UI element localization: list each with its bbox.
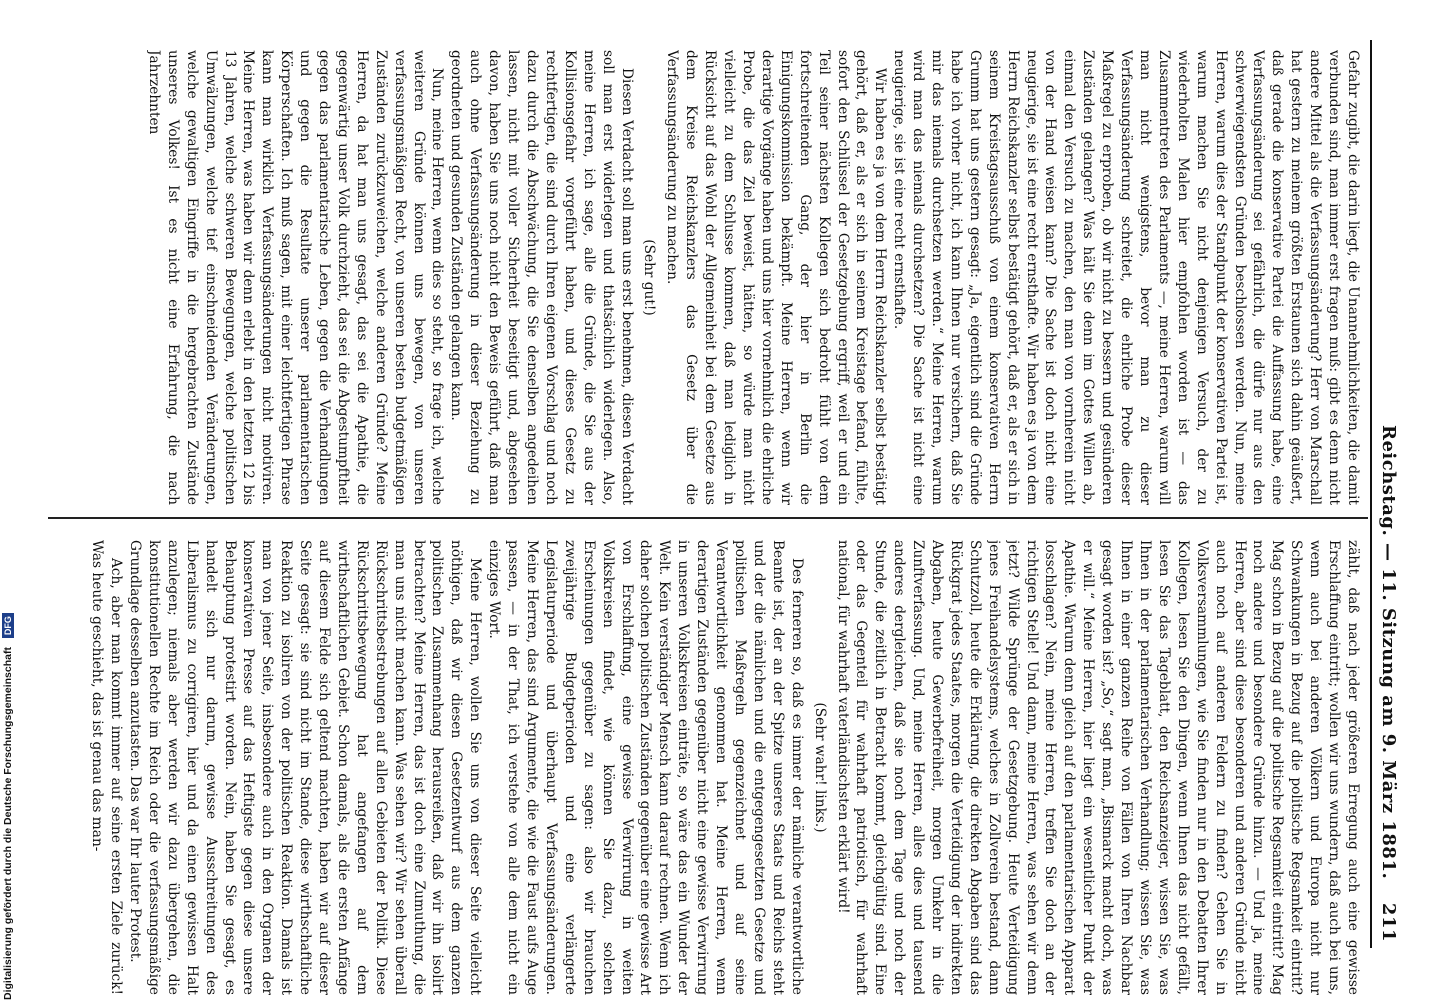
paragraph: Gefahr zugibt, die darin liegt, die Unannehmlichkeiten, die damit verbunden sind, man immer erst fragen muß: gibt es denn nicht andere Mittel als die Verfassungsänderung? Herr von Marschall hat gestern zu meinem größten Erstaunen sich dahin geäußert, daß gerade die konservative Partei die Auffassung habe, eine Verfassungsänderung sei gefährlich, die dürfe nur aus den schwerwiegendsten Gründen beschlossen werden. Nun, meine Herren, warum dies der Standpunkt der konservativen Partei ist, warum machen Sie nicht denjenigen Versuch, der zu wiederholten Malen hier empfohlen worden ist — das Zusammentreten des Parlaments —, meine Herren, warum will man nicht wenigstens, bevor man zu dieser Verfassungsänderung schreitet, die ehrliche Probe dieser Maßregel zu erproben, ob wir nicht zu bessern und gesünderen Zuständen gelangen? Was hält Sie denn im Gottes Willen ab, einmal den Versuch zu machen, den man von vornherein nicht von der Hand weisen kann? Die Sache ist doch nicht eine neugierige, sie ist eine recht ernsthafte. Wir haben es ja von dem Herrn Reichskanzler selbst bestätigt gehört, daß er, als er sich in seinem Kreistagsausschuß von einem konservativen Herrn Grumm hat uns gestern gesagt: „Ja, eigentlich sind die Gründe habe ich vorher nicht, ich kann Ihnen nur versichern, daß Sie mir das niemals durchsetzen werden.“ Meine Herren, warum wird man das niemals durchsetzen? Die Sache ist nicht eine neugierige, sie ist eine recht ernsthafte. (891, 50, 1361, 505)
right-text-column (52, 540, 1362, 995)
page-number: 211 (1378, 902, 1399, 942)
dfg-logo: DFG (2, 613, 14, 638)
paragraph: Nun, meine Herren, wenn dies so steht, so frage ich, welche weiteren Gründe können uns bewegen, von unseren verfassungsmäßigen Recht, von unseren besten budgetmäßigen Zuständen zurückzuweichen, welche anderen Gründe? Meine Herren, da hat man uns gesagt, das sei die Apathie, die gegenwärtig unser Volk durchzieht, das sei die Abgestumpftheit gegen das parlamentarische Leben, gegen die Verhandlungen und gegen die Resultate unserer parlamentarischen Körperschaften. Ich muß sagen, mit einer leichtfertigen Phrase kann man wirklich Verfassungsänderungen nicht motiviren. Meine Herren, was haben wir denn erlebt in den letzten 12 bis 13 Jahren, welche schweren Bewegungen, welche politischen Umwälzungen, welche tief einschneidenden Veränderungen, welche gewaltigen Eingriffe in die hergebrachten Zustände unseres Volkes! Ist es nicht eine Erfahrung, die nach Jahrzehnten (145, 50, 446, 505)
running-title: Reichstag. — 11. Sitzung am 9. März 1881. (1378, 425, 1399, 880)
paragraph: zählt, daß nach jeder größeren Erregung auch eine gewisse Erschlaffung eintritt; wollen wir uns wundern, daß auch bei uns, wenn auch bei anderen Völkern und Europa nicht nur Schwankungen in Bezug auf die politische Regsamkeit eintritt? Mag schon in Bezug auf die politische Regsamkeit eintritt? Mag noch andere und besondere Gründe hinzu. — Und ja, meine Herren, aber sind diese besonderen und anderen Gründe nicht auch noch auf anderen Feldern zu finden? Gehen Sie in Volksversammlungen, wie Sie finden nur in den Debatten Ihrer Kollegen, lesen Sie den Dingen, wenn Ihnen das nicht gefällt, lesen Sie das Tageblatt, den Reichsanzeiger, wissen Sie, was Ihnen in der parlamentarischen Verhandlung; wissen Sie, was Ihnen in einer ganzen Reihe von Fällen von Ihren Nachbar gesagt worden ist? „So,“ sagt man, „Bismarck macht doch, was er will.“ Meine Herren, hier liegt ein wesentlicher Punkt der Apathie. Warum denn gleich auf den parlamentarischen Apparat losschlagen? Nein, meine Herren, treffen Sie doch an der richtigen Stelle! Und dann, meine Herren, was sehen wir denn jetzt? Wilde Sprünge der Gesetzgebung. Heute Verteidigung jenes Freihandelsystems, welches in Zollverein bestand, dann Schutzzoll, heute die Erklärung, die direkten Abgaben sind das Rückgrat jedes Staates, morgen die Verteidigung der indirekten Abgaben, heute Gewerbefreiheit, morgen Umkehr in die Zunftverfassung. Und, meine Herren, alles dies und tausend anderes dergleichen, daß sie noch dem Tage und noch der Stunde, die zeitlich in Betracht kommt, gleichgültig sind. Eine oder das Gegenteil für wahrhaft patriotisch, für wahrhaft national, für wahrhaft vaterländischsten erklärt wird! (834, 540, 1361, 995)
left-text-column (52, 50, 1362, 505)
column-divider (48, 517, 1368, 519)
paragraph: Ach, aber man kommt immer auf seine ersten Ziele zurück! Was heute geschieht, das ist genau das man- (89, 540, 125, 995)
paragraph: Meine Herren, wollen Sie uns von dieser Seite vielleicht nöthigen, daß wir diesen Gesetzentwurf aus dem ganzen politischen Zusammenhang herausreißen, daß wir ihn isolirt betrachten? Meine Herren, das ist doch eine Zumuthung, die man uns nicht machen kann. Was sehen wir? Wir sehen überall Rückschrittsbestrebungen auf allen Gebieten der Politik. Diese Rückschrittsbewegung hat angefangen auf dem wirthschaftlichen Gebiet. Schon damals, als die ersten Anfänge auf diesem Felde sich geltend machten, haben wir auf dieser Seite gesagt: sie sind nicht im Stande, diese wirthschaftliche Reaktion zu isoliren von der politischen Reaktion. Damals ist man von jener Seite, insbesondere auch in den Organen der konservativen Presse auf das Heftigste gegen diese unsere Behauptung protestirt worden. Nein, haben Sie gesagt, es handelt sich nur darum, gewisse Ausschreitungen des Liberalismus zu corrigiren, hier und da einen gewissen Halt anzulegen; niemals aber werden wir dazu übergehen, die konstitutionellen Rechte im Reich oder die verfassungsmäßige Grundlage desselben anzutasten. Das war Ihr lauter Protest. (127, 540, 484, 995)
paragraph: Des ferneren so, daß es immer der nämliche verantwortliche Beamte ist, der an der Spitze unseres Staats und Reichs steht und der die nämlichen und die entgegengesetzten Gesetze und politischen Maßregeln gegenzeichnet und auf seine Verantwortlichkeit genommen hat. Meine Herren, wenn derartigen Zuständen gegenüber nicht eine gewisse Verwirrung in unseren Volkskreisen einträte, so wäre das ein Wunder der Welt. Kein verständiger Mensch kann darauf rechnen. Wenn ich daher solchen politischen Zuständen gegenüber eine gewisse Art von Erschlaffung, eine gewisse Verwirrung in weiten Volkskreisen findet, wie können Sie dazu, solchen Erscheinungen gegenüber zu sagen: also wir brauchen zweijährige Budgetperioden und eine verlängerte Legislaturperiode und überhaupt Verfassungsänderungen. Meine Herren, das sind Argumente, die wie die Faust aufs Auge passen, — in der That, ich verstehe von alle dem nicht ein einziges Wort. (486, 540, 805, 995)
paragraph: Wir haben es ja von dem Herrn Reichskanzler selbst bestätigt gehört, daß er, als er sich in seinem Kreistage befand, fühlte, sofort den Schlüssel der Gesetzgebung ergriff, weil er und ein Teil seiner nächsten Kollegen sich bedroht fühlt von dem fortschreitenden Gang, der hier in Berlin die Einigungskommission bekämpft. Meine Herren, wenn wir derartige Vorgänge haben und uns hier vornehmlich die ehrliche Probe, die das Ziel beweist, hätten, so würde man nicht vielleicht zu dem Schlusse kommen, daß man lediglich in Rücksicht auf das Wohl der Allgemeinheit bei dem Gesetze aus dem Kreise Reichskanzlers das Gesetz über die Verfassungsänderung zu machen. (664, 50, 889, 505)
remark: (Sehr gut!) (641, 239, 658, 316)
paragraph: Diesen Verdacht soll man uns erst benehmen, diesen Verdacht soll man erst widerlegen und thatsächlich widerlegen. Also, meine Herren, ich sage, alle die Gründe, die Sie aus der Kollisionsgefahr vorgeführt haben, und dieses Gesetz zu rechtfertigen, die sind durch Ihren eigenen Vorschlag und noch dazu durch die Abschwächung, die Sie denselben angedeihen lassen, nicht mit voller Sicherheit beseitigt und, abgesehen davon, haben Sie uns noch nicht den Beweis geführt, daß man auch ohne Verfassungsänderung in dieser Beziehung zu geordneten und gesunden Zuständen gelangen kann. (448, 50, 635, 505)
page-header (1370, 40, 1402, 948)
credit-text: Digitalisierung gefördert durch die Deutsche Forschungsgemeinschaft (2, 647, 14, 1000)
remark: (Sehr wahr! links.) (811, 702, 828, 833)
